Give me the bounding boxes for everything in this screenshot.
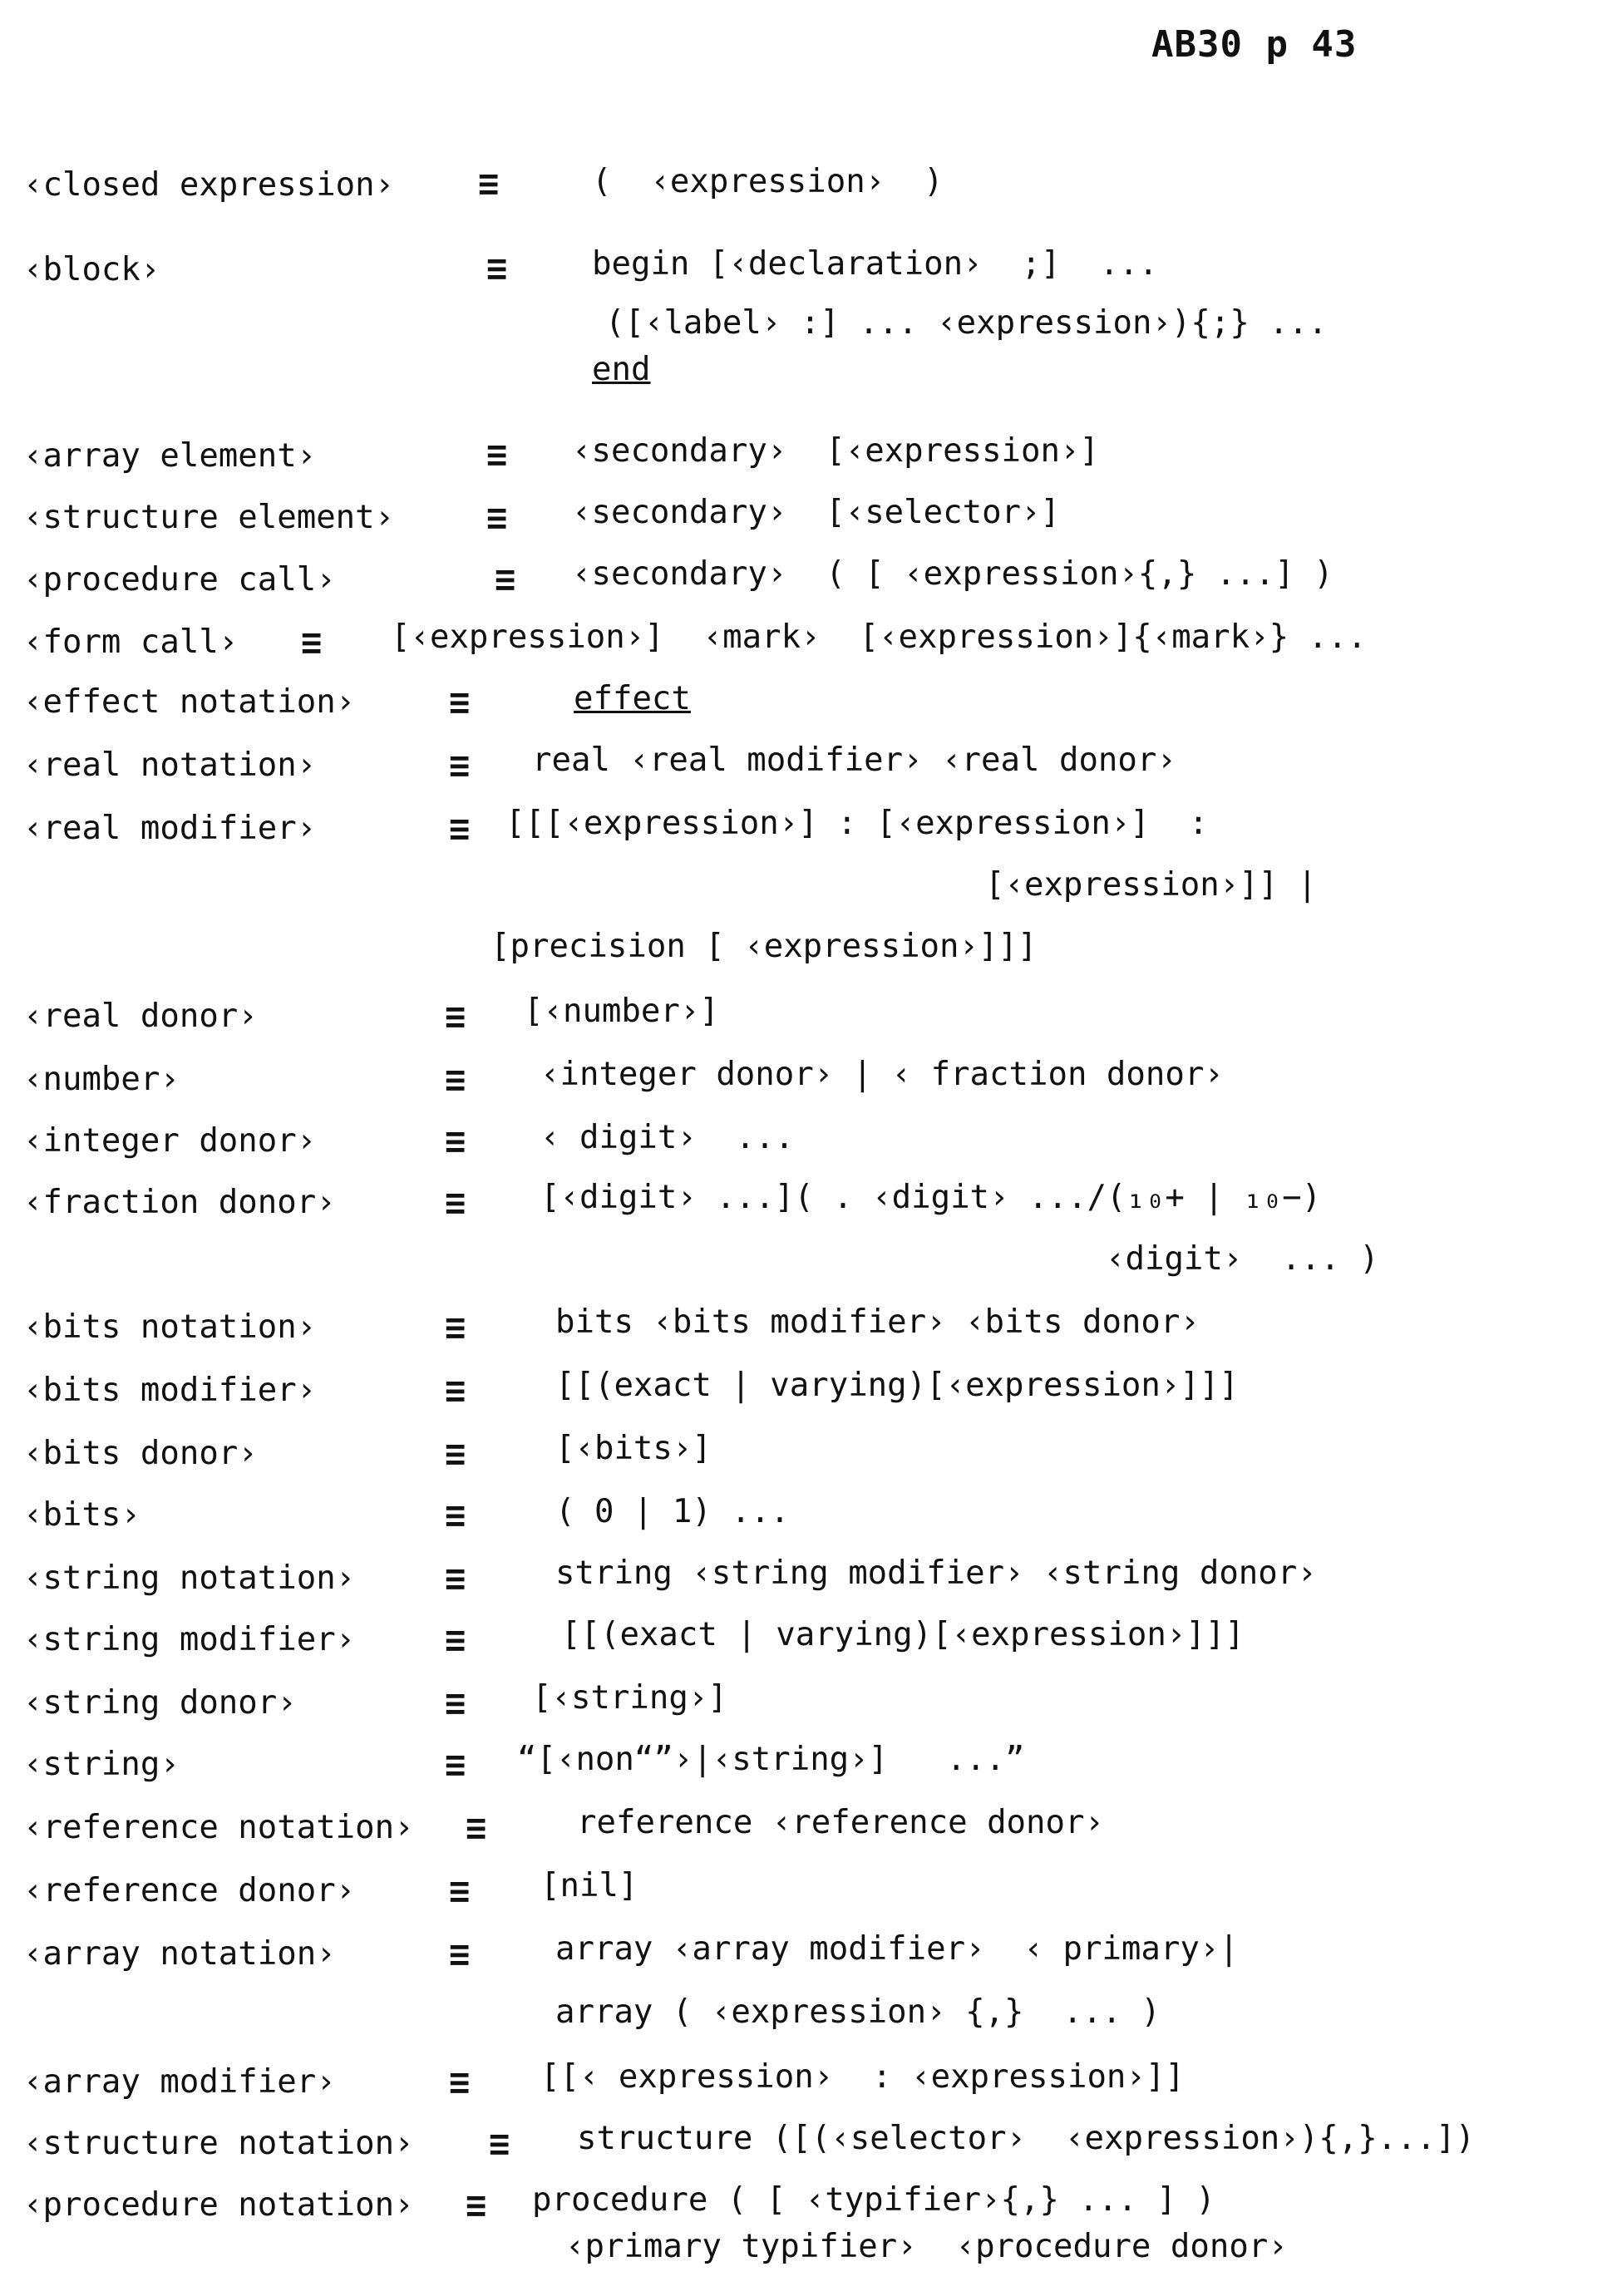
equiv-symbol: ≡ <box>449 682 466 722</box>
equiv-symbol: ≡ <box>495 559 511 599</box>
rule-lhs: ‹procedure notation› <box>23 2186 414 2224</box>
equiv-symbol: ≡ <box>445 1433 461 1474</box>
rule-rhs: ‹integer donor› | ‹ fraction donor› <box>540 1056 1224 1093</box>
equiv-symbol: ≡ <box>466 1807 482 1848</box>
rule-rhs-continuation: ([‹label› :] ... ‹expression›){;} ... <box>605 304 1328 342</box>
rule-lhs: ‹string donor› <box>23 1684 297 1722</box>
rule-lhs: ‹effect notation› <box>23 683 356 721</box>
equiv-symbol: ≡ <box>301 622 318 663</box>
rule-rhs: string ‹string modifier› ‹string donor› <box>555 1554 1317 1592</box>
rule-lhs: ‹number› <box>23 1061 180 1098</box>
rule-rhs-continuation: ‹digit› ... ) <box>1106 1240 1379 1278</box>
rule-rhs: ( 0 | 1) ... <box>555 1493 790 1530</box>
rule-rhs: effect <box>574 680 691 717</box>
rule-rhs: ‹secondary› [‹selector›] <box>572 494 1060 531</box>
equiv-symbol: ≡ <box>486 434 503 475</box>
rule-rhs: “[‹non“”›|‹string›] ...” <box>517 1741 1025 1778</box>
equiv-symbol: ≡ <box>489 2123 505 2164</box>
equiv-symbol: ≡ <box>445 1619 461 1660</box>
equiv-symbol: ≡ <box>449 2062 466 2102</box>
rule-lhs: ‹bits notation› <box>23 1308 317 1346</box>
equiv-symbol: ≡ <box>486 248 503 288</box>
rule-rhs: array ‹array modifier› ‹ primary›| <box>555 1930 1239 1968</box>
rule-lhs: ‹bits› <box>23 1496 140 1534</box>
rule-rhs: [[‹ expression› : ‹expression›]] <box>540 2058 1185 2096</box>
rule-rhs: [[(exact | varying)[‹expression›]]] <box>555 1367 1239 1404</box>
rule-lhs: ‹array modifier› <box>23 2063 336 2101</box>
rule-rhs: ‹secondary› ( [ ‹expression›{,} ...] ) <box>572 555 1333 593</box>
rule-lhs: ‹form call› <box>23 623 239 661</box>
equiv-symbol: ≡ <box>466 2185 482 2225</box>
rule-lhs: ‹structure element› <box>23 499 395 536</box>
rule-rhs: ‹ digit› ... <box>540 1119 795 1156</box>
equiv-symbol: ≡ <box>449 1870 466 1911</box>
rule-lhs: ‹real modifier› <box>23 810 317 847</box>
rule-rhs: bits ‹bits modifier› ‹bits donor› <box>555 1303 1200 1341</box>
rule-lhs: ‹integer donor› <box>23 1122 317 1160</box>
rule-lhs: ‹procedure call› <box>23 561 336 599</box>
rule-rhs: structure ([(‹selector› ‹expression›){,}...]) <box>577 2120 1476 2157</box>
equiv-symbol: ≡ <box>445 1182 461 1223</box>
equiv-symbol: ≡ <box>486 497 503 538</box>
rule-lhs: ‹array notation› <box>23 1935 336 1973</box>
rule-lhs: ‹reference notation› <box>23 1809 414 1846</box>
rule-lhs: ‹closed expression› <box>23 166 395 204</box>
rule-lhs: ‹structure notation› <box>23 2125 414 2162</box>
rule-lhs: ‹block› <box>23 251 160 288</box>
equiv-symbol: ≡ <box>449 808 466 849</box>
rule-lhs: ‹real notation› <box>23 746 317 784</box>
rule-rhs: real ‹real modifier› ‹real donor› <box>532 742 1176 779</box>
page-number: AB30 p 43 <box>1151 23 1358 66</box>
rule-rhs: [‹string›] <box>532 1679 727 1717</box>
rule-rhs: ( ‹expression› ) <box>592 163 944 200</box>
rule-rhs: [‹digit› ...]( . ‹digit› .../(₁₀+ | ₁₀−) <box>540 1179 1322 1216</box>
rule-rhs: ‹secondary› [‹expression›] <box>572 432 1099 470</box>
rule-rhs: [‹bits›] <box>555 1430 712 1467</box>
rule-lhs: ‹reference donor› <box>23 1872 356 1909</box>
rule-lhs: ‹string notation› <box>23 1559 356 1597</box>
rule-lhs: ‹array element› <box>23 437 317 475</box>
equiv-symbol: ≡ <box>445 1370 461 1411</box>
equiv-symbol: ≡ <box>445 1121 461 1161</box>
rule-lhs: ‹fraction donor› <box>23 1184 336 1221</box>
rule-rhs: [[(exact | varying)[‹expression›]]] <box>561 1616 1245 1653</box>
rule-lhs: ‹string modifier› <box>23 1621 356 1658</box>
rule-lhs: ‹bits modifier› <box>23 1372 317 1409</box>
rule-rhs: reference ‹reference donor› <box>577 1804 1104 1841</box>
equiv-symbol: ≡ <box>445 1307 461 1348</box>
rule-rhs: begin [‹declaration› ;] ... <box>592 245 1158 283</box>
rule-rhs-continuation: end <box>592 351 651 388</box>
rule-rhs: [[[‹expression›] : [‹expression›] : <box>505 805 1209 842</box>
equiv-symbol: ≡ <box>478 163 495 204</box>
equiv-symbol: ≡ <box>445 1683 461 1723</box>
equiv-symbol: ≡ <box>445 1744 461 1785</box>
equiv-symbol: ≡ <box>445 996 461 1037</box>
rule-rhs: [‹expression›] ‹mark› [‹expression›]{‹mark›} ... <box>391 618 1367 656</box>
rule-rhs: [‹number›] <box>524 993 719 1030</box>
equiv-symbol: ≡ <box>445 1558 461 1599</box>
rule-lhs: ‹real donor› <box>23 998 258 1035</box>
rule-rhs-continuation: array ( ‹expression› {,} ... ) <box>555 1993 1161 2031</box>
equiv-symbol: ≡ <box>449 1934 466 1974</box>
equiv-symbol: ≡ <box>445 1495 461 1535</box>
rule-lhs: ‹bits donor› <box>23 1435 258 1472</box>
rule-rhs: [nil] <box>540 1867 638 1904</box>
rule-rhs-continuation: ‹primary typifier› ‹procedure donor› <box>565 2228 1288 2265</box>
rule-rhs-continuation: [precision [ ‹expression›]]] <box>491 928 1038 965</box>
rule-lhs: ‹string› <box>23 1746 180 1783</box>
rule-rhs: procedure ( [ ‹typifier›{,} ... ] ) <box>532 2181 1215 2219</box>
rule-rhs-continuation: [‹expression›]] | <box>985 866 1318 904</box>
equiv-symbol: ≡ <box>449 745 466 786</box>
equiv-symbol: ≡ <box>445 1059 461 1100</box>
